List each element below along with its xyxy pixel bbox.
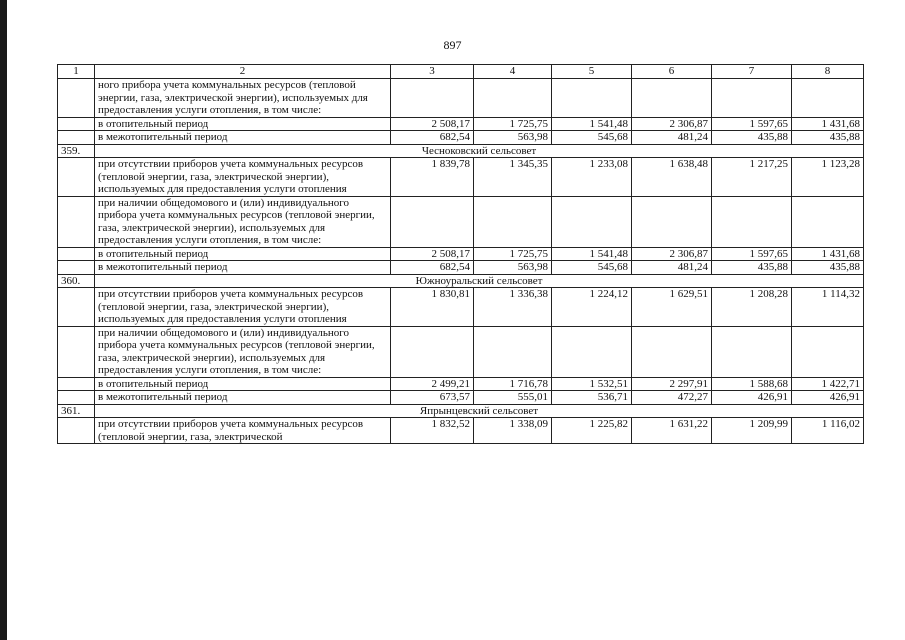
row-number-cell	[58, 418, 95, 444]
section-row	[58, 144, 864, 158]
table-row	[58, 196, 864, 247]
value-cell: 1 629,51	[632, 288, 712, 327]
value-cell: 2 306,87	[632, 117, 712, 131]
value-cell: 1 338,09	[474, 418, 552, 444]
tariff-table	[57, 64, 864, 444]
table-row	[58, 326, 864, 377]
value-cell	[474, 326, 552, 377]
value-cell	[474, 196, 552, 247]
value-cell	[474, 79, 552, 118]
value-cell: 545,68	[552, 261, 632, 275]
value-cell	[552, 326, 632, 377]
value-cell: 481,24	[632, 131, 712, 145]
row-description: ного прибора учета коммунальных ресурсов (тепловой энергии, газа, электрической энергии), используемых для предоставления услуги отопления, в том числе:	[95, 79, 391, 118]
section-number: 360.	[58, 274, 95, 288]
value-cell: 2 499,21	[391, 377, 474, 391]
value-cell	[792, 79, 864, 118]
value-cell	[632, 79, 712, 118]
value-cell: 1 541,48	[552, 117, 632, 131]
row-description: в межотопительный период	[95, 261, 391, 275]
value-cell: 472,27	[632, 391, 712, 405]
value-cell: 1 597,65	[712, 247, 792, 261]
value-cell: 545,68	[552, 131, 632, 145]
value-cell: 1 431,68	[792, 117, 864, 131]
row-number-cell	[58, 196, 95, 247]
column-header: 2	[95, 65, 391, 79]
value-cell: 426,91	[792, 391, 864, 405]
row-description: в отопительный период	[95, 247, 391, 261]
table-row	[58, 391, 864, 405]
row-description: в межотопительный период	[95, 391, 391, 405]
row-number-cell	[58, 79, 95, 118]
value-cell: 1 336,38	[474, 288, 552, 327]
value-cell: 1 532,51	[552, 377, 632, 391]
value-cell: 1 597,65	[712, 117, 792, 131]
value-cell: 1 832,52	[391, 418, 474, 444]
value-cell	[391, 326, 474, 377]
value-cell: 2 297,91	[632, 377, 712, 391]
value-cell	[792, 326, 864, 377]
table-row	[58, 117, 864, 131]
table-row	[58, 288, 864, 327]
value-cell: 1 431,68	[792, 247, 864, 261]
value-cell	[632, 196, 712, 247]
column-header: 3	[391, 65, 474, 79]
row-description: в межотопительный период	[95, 131, 391, 145]
value-cell	[552, 196, 632, 247]
section-number: 361.	[58, 404, 95, 418]
value-cell: 1 123,28	[792, 158, 864, 197]
table-row	[58, 131, 864, 145]
section-title: Япрынцевский сельсовет	[95, 404, 864, 418]
value-cell: 435,88	[792, 131, 864, 145]
row-number-cell	[58, 158, 95, 197]
section-row	[58, 404, 864, 418]
value-cell	[391, 196, 474, 247]
value-cell: 435,88	[712, 261, 792, 275]
value-cell: 682,54	[391, 131, 474, 145]
page-number: 897	[443, 38, 462, 52]
value-cell: 1 208,28	[712, 288, 792, 327]
value-cell: 2 508,17	[391, 117, 474, 131]
value-cell	[712, 196, 792, 247]
table-row	[58, 418, 864, 444]
value-cell: 682,54	[391, 261, 474, 275]
value-cell: 1 631,22	[632, 418, 712, 444]
table-row	[58, 247, 864, 261]
value-cell: 555,01	[474, 391, 552, 405]
table-row	[58, 377, 864, 391]
value-cell: 426,91	[712, 391, 792, 405]
column-header: 4	[474, 65, 552, 79]
value-cell: 1 839,78	[391, 158, 474, 197]
value-cell: 563,98	[474, 261, 552, 275]
value-cell: 1 716,78	[474, 377, 552, 391]
row-number-cell	[58, 131, 95, 145]
value-cell: 435,88	[712, 131, 792, 145]
value-cell	[632, 326, 712, 377]
value-cell: 1 225,82	[552, 418, 632, 444]
row-description: при отсутствии приборов учета коммунальных ресурсов (тепловой энергии, газа, электрической энергии), используемых для предоставления услуги отопления	[95, 158, 391, 197]
value-cell: 1 345,35	[474, 158, 552, 197]
row-number-cell	[58, 261, 95, 275]
row-description: при наличии общедомового и (или) индивидуального прибора учета коммунальных ресурсов (тепловой энергии, газа, электрической энергии), используемых для предоставления услуги отопления, в том числе:	[95, 196, 391, 247]
value-cell	[712, 79, 792, 118]
value-cell: 673,57	[391, 391, 474, 405]
table-row	[58, 261, 864, 275]
value-cell: 1 422,71	[792, 377, 864, 391]
value-cell: 1 541,48	[552, 247, 632, 261]
row-description: при наличии общедомового и (или) индивидуального прибора учета коммунальных ресурсов (тепловой энергии, газа, электрической энергии), используемых для предоставления услуги отопления, в том числе:	[95, 326, 391, 377]
table-row	[58, 158, 864, 197]
value-cell: 1 725,75	[474, 117, 552, 131]
value-cell	[792, 196, 864, 247]
value-cell: 435,88	[792, 261, 864, 275]
row-number-cell	[58, 326, 95, 377]
value-cell: 2 306,87	[632, 247, 712, 261]
row-number-cell	[58, 377, 95, 391]
row-description: в отопительный период	[95, 377, 391, 391]
value-cell: 2 508,17	[391, 247, 474, 261]
table-row	[58, 79, 864, 118]
section-title: Чесноковский сельсовет	[95, 144, 864, 158]
row-number-cell	[58, 117, 95, 131]
value-cell: 563,98	[474, 131, 552, 145]
value-cell: 1 116,02	[792, 418, 864, 444]
value-cell: 1 233,08	[552, 158, 632, 197]
row-description: в отопительный период	[95, 117, 391, 131]
value-cell	[712, 326, 792, 377]
row-number-cell	[58, 391, 95, 405]
value-cell: 1 209,99	[712, 418, 792, 444]
value-cell: 1 725,75	[474, 247, 552, 261]
value-cell: 536,71	[552, 391, 632, 405]
column-header: 7	[712, 65, 792, 79]
row-description: при отсутствии приборов учета коммунальных ресурсов (тепловой энергии, газа, электрической энергии), используемых для предоставления услуги отопления	[95, 288, 391, 327]
column-number-row	[58, 65, 864, 79]
value-cell: 481,24	[632, 261, 712, 275]
row-number-cell	[58, 247, 95, 261]
value-cell: 1 224,12	[552, 288, 632, 327]
row-number-cell	[58, 288, 95, 327]
value-cell: 1 588,68	[712, 377, 792, 391]
value-cell: 1 830,81	[391, 288, 474, 327]
row-description: при отсутствии приборов учета коммунальных ресурсов (тепловой энергии, газа, электрической	[95, 418, 391, 444]
page-edge-bar	[0, 0, 7, 640]
section-title: Южноуральский сельсовет	[95, 274, 864, 288]
column-header: 5	[552, 65, 632, 79]
section-row	[58, 274, 864, 288]
section-number: 359.	[58, 144, 95, 158]
column-header: 8	[792, 65, 864, 79]
column-header: 1	[58, 65, 95, 79]
value-cell	[391, 79, 474, 118]
value-cell	[552, 79, 632, 118]
value-cell: 1 217,25	[712, 158, 792, 197]
value-cell: 1 638,48	[632, 158, 712, 197]
column-header: 6	[632, 65, 712, 79]
value-cell: 1 114,32	[792, 288, 864, 327]
